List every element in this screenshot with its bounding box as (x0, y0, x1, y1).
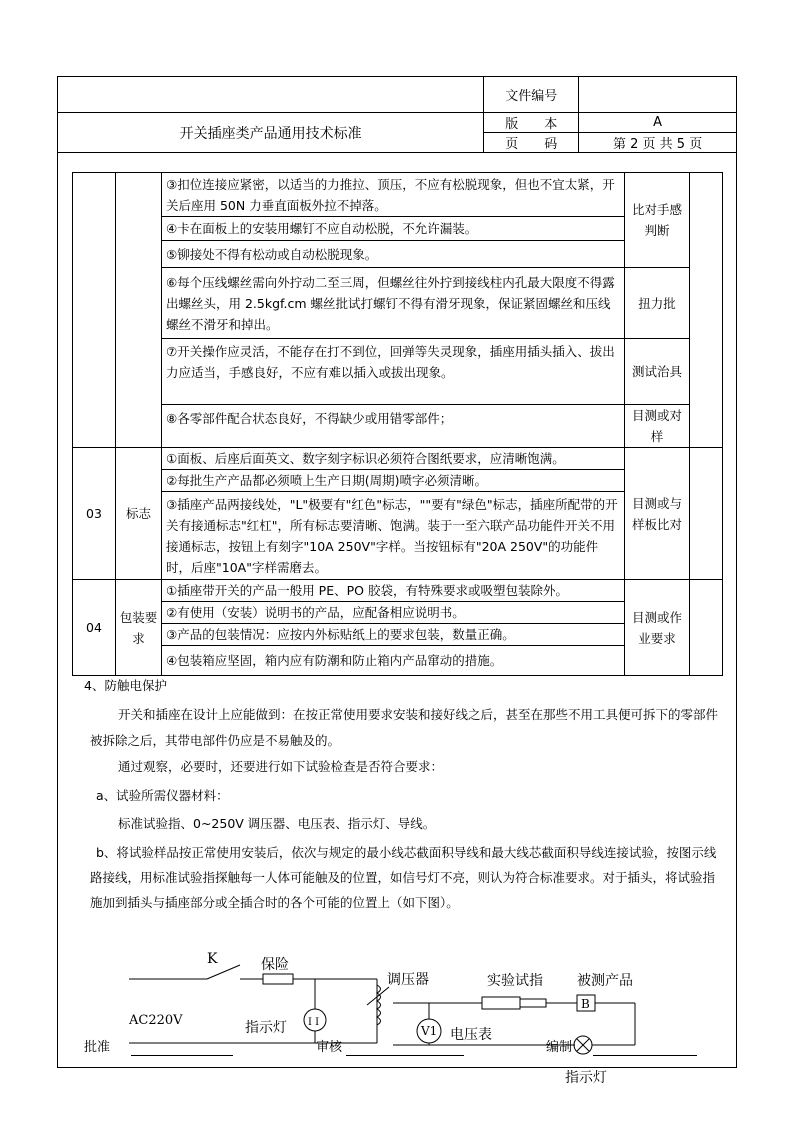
compile-signature-line (593, 1055, 697, 1056)
requirement-item: ④包装箱应坚固，箱内应有防潮和防止箱内产品窜动的措施。 (162, 646, 625, 676)
document-header (57, 76, 737, 153)
method-cell: 扭力批 (625, 268, 690, 339)
result-cell (690, 173, 723, 448)
version-value: A (579, 113, 737, 133)
subsection-a-text: 标准试验指、0~250V 调压器、电压表、指示灯、导线。 (118, 816, 436, 831)
review-signature-line (346, 1055, 464, 1056)
voltmeter-symbol: V1 (421, 1024, 438, 1038)
lamp2-label: 指示灯 (565, 1070, 607, 1086)
paragraph: 开关和插座在设计上应能做到：在按正常使用要求安装和接好线之后，甚至在那些不用工具便可拆下的零部件被拆除之后，其带电部件仍应是不易触及的。 (90, 707, 719, 748)
document-title: 开关插座类产品通用技术标准 (58, 113, 484, 153)
file-no-label: 文件编号 (484, 77, 579, 113)
test-finger-label: 实验试指 (487, 973, 543, 989)
review-label: 审核 (316, 1040, 343, 1055)
switch-label: K (207, 951, 218, 967)
row-category: 包装要求 (116, 580, 162, 676)
lamp-symbol: I I (308, 1017, 320, 1028)
requirement-item: ④卡在面板上的安装用螺钉不应自动松脱，不允许漏装。 (162, 217, 625, 241)
method-cell: 目测或作业要求 (625, 580, 690, 676)
page-label: 页 码 (484, 133, 579, 153)
product-label: 被测产品 (577, 973, 633, 989)
fuse-label: 保险 (261, 957, 289, 973)
requirement-item: ②有使用（安装）说明书的产品，应配备相应说明书。 (162, 602, 625, 624)
requirement-item: ⑧各零部件配合状态良好，不得缺少或用错零部件； (162, 405, 625, 448)
requirement-item: ③产品的包装情况：应按内外标贴纸上的要求包装，数量正确。 (162, 624, 625, 646)
result-cell (690, 580, 723, 676)
compile-label: 编制 (546, 1040, 573, 1055)
requirement-item: ②每批生产产品都必须喷上生产日期(周期)喷字必须清晰。 (162, 470, 625, 492)
approve-signature-line (131, 1055, 233, 1056)
section-heading: 4、防触电保护 (84, 678, 167, 693)
method-cell: 目测或与样板比对 (625, 448, 690, 580)
method-cell: 目测或对样 (625, 405, 690, 448)
requirement-item: ①插座带开关的产品一般用 PE、PO 胶袋，有特殊要求或吸塑包装除外。 (162, 580, 625, 602)
file-no-value (579, 77, 737, 113)
subsection-a-title: a、试验所需仪器材料： (96, 788, 229, 803)
row-number: 04 (73, 580, 116, 676)
row-number: 03 (73, 448, 116, 580)
method-cell: 测试治具 (625, 339, 690, 405)
requirement-item: ①面板、后座后面英文、数字刻字标识必须符合图纸要求，应清晰饱满。 (162, 448, 625, 470)
row-category: 标志 (116, 448, 162, 580)
paragraph: 通过观察，必要时，还要进行如下试验检查是否符合要求： (118, 759, 444, 774)
header-blank (58, 77, 484, 113)
subsection-b-text: b、将试验样品按正常使用安装后，依次与规定的最小线芯截面积导线和最大线芯截面积导线连接试验，按图示线路接线，用标准试验指探触每一人体可能触及的位置，如信号灯不亮，则认为符合标准要求。对于插头，将试验指施加到插头与插座部分或全插合时的各个可能的位置上（如下图）。 (90, 845, 717, 910)
requirement-item: ③扣位连接应紧密，以适当的力推拉、顶压，不应有松脱现象，但也不宜太紧，开关后座用 50N 力垂直面板外拉不掉落。 (162, 173, 625, 217)
table-no-cell (73, 173, 116, 448)
result-cell (690, 448, 723, 580)
requirement-item: ⑥每个压线螺丝需向外拧动二至三周，但螺丝往外拧到接线柱内孔最大限度不得露出螺丝头，用 2.5kgf.cm 螺丝批试打螺钉不得有滑牙现象，保证紧固螺丝和压线螺丝不滑牙和掉出。 (162, 268, 625, 339)
version-label: 版 本 (484, 113, 579, 133)
method-cell: 比对手感判断 (625, 173, 690, 268)
test-circuit-diagram (57, 945, 737, 1067)
requirement-item: ⑤铆接处不得有松动或自动松脱现象。 (162, 241, 625, 268)
page-value: 第 2 页 共 5 页 (579, 133, 737, 153)
product-symbol: B (581, 997, 590, 1011)
ac-label: AC220V (129, 1013, 183, 1028)
lamp-label: 指示灯 (245, 1020, 287, 1036)
approve-label: 批准 (84, 1040, 111, 1055)
table-name-cell (116, 173, 162, 448)
inspection-table (72, 172, 723, 676)
voltmeter-label: 电压表 (450, 1027, 492, 1043)
regulator-label: 调压器 (387, 972, 429, 988)
requirement-item: ③插座产品两接线处，"L"极要有"红色"标志，""要有"绿色"标志，插座所配带的开关有接通标志"红杠"，所有标志要清晰、饱满。装于一至六联产品功能件开关不用接通标志，按钮上有刻字"10A 250V"字样。当按钮标有"20A 250V"的功能件时，后座"10A"字样需磨去。 (162, 492, 625, 580)
requirement-item: ⑦开关操作应灵活，不能存在打不到位，回弹等失灵现象，插座用插头插入、拔出力应适当，手感良好，不应有难以插入或拔出现象。 (162, 339, 625, 405)
